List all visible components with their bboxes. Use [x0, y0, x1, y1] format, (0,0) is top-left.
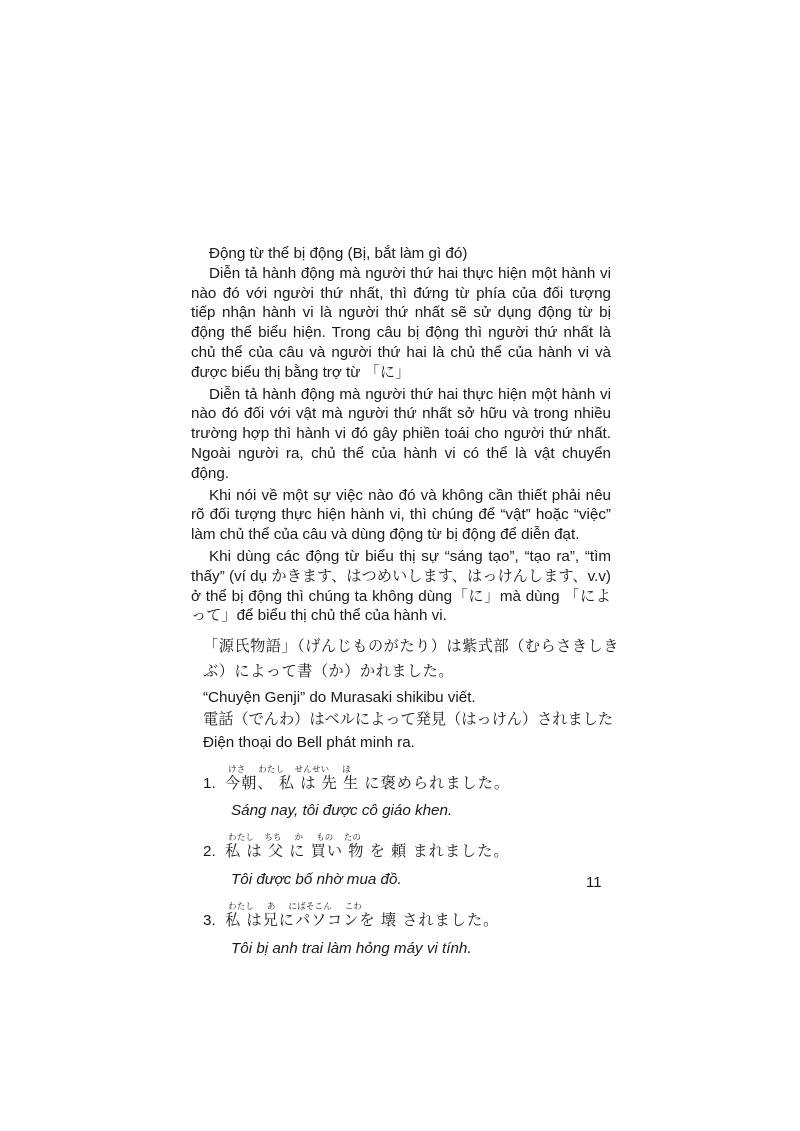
example-telephone-japanese: 電話（でんわ）はベルによって発見（はっけん）されました	[203, 710, 614, 728]
example-genji-translation: “Chuyện Genji” do Murasaki shikibu viết.	[203, 689, 476, 707]
example-genji-line-2: ぶ）によって書（か）かれました。	[203, 663, 454, 681]
item-number: 2.	[203, 843, 216, 861]
example-genji-japanese	[203, 634, 619, 684]
paragraph-2: Diễn tả hành động mà người thứ hai thực hiện một hành vi nào đó đối với vật mà người thứ nhất sở hữu và trong nhiều trường hợp thì hành vi đó gây phiền toái cho người thứ nhất. Ngoài người ra, chủ thể của hành vi có thể là vật chuyển động.	[191, 385, 611, 482]
section-heading: Động từ thể bị động (Bị, bắt làm gì đó)	[209, 245, 468, 262]
item-2-translation: Tôi được bố nhờ mua đồ.	[231, 870, 402, 888]
item-number: 1.	[203, 774, 216, 792]
item-number: 3.	[203, 911, 216, 929]
furigana-line: けさ わたし せんせい ほ	[228, 763, 351, 774]
paragraph-4: Khi dùng các động từ biểu thị sự “sáng tạo”, “tạo ra”, “tìm thấy” (ví dụ かきます、はつめいします、はっけんします、v.v) ở thể bị động thì chúng ta không dùng「に」mà dùng 「によって」để biểu thị chủ thể của hành vi.	[191, 547, 611, 625]
paragraph-1: Diễn tả hành động mà người thứ hai thực hiện một hành vi nào đó với người thứ nhất, thì đứng từ phía của đối tượng tiếp nhận hành vi là người thứ nhất sẽ sử dụng động từ bị động thể biểu hiện. Trong câu bị động thì người thứ nhất là chủ thể của câu và người thứ hai là chủ thể của hành vi và được biểu thị bằng trợ từ 「に」	[191, 264, 611, 381]
furigana-line: わたし ちち か もの たの	[228, 832, 362, 843]
example-item-2	[203, 833, 611, 862]
item-japanese-sentence: 今朝、 私 は 先 生 に褒められました。	[225, 774, 511, 792]
paragraph-3: Khi nói về một sự việc nào đó và không cần thiết phải nêu rõ đối tượng thực hiện hành vi, thì chúng để “vật” hoặc “việc” làm chủ thể của câu và dùng động từ bị động để diễn đạt.	[191, 486, 611, 544]
item-3-translation: Tôi bị anh trai làm hỏng máy vi tính.	[231, 939, 472, 957]
example-genji-line-1: 「源氏物語」（げんじものがたり）は紫式部（むらさきしき	[203, 638, 619, 656]
item-japanese-sentence: 私 は兄にパソコンを 壊 されました。	[225, 911, 500, 929]
example-item-3	[203, 902, 611, 931]
item-1-translation: Sáng nay, tôi được cô giáo khen.	[231, 802, 453, 820]
example-item-1	[203, 765, 611, 794]
example-telephone-translation: Điện thoại do Bell phát minh ra.	[203, 733, 415, 751]
furigana-line: わたし あ にばそこん こわ	[228, 900, 363, 911]
page-body	[191, 244, 619, 958]
page-number: 11	[586, 874, 602, 891]
item-japanese-sentence: 私 は 父 に 買い 物 を 頼 まれました。	[225, 843, 510, 861]
